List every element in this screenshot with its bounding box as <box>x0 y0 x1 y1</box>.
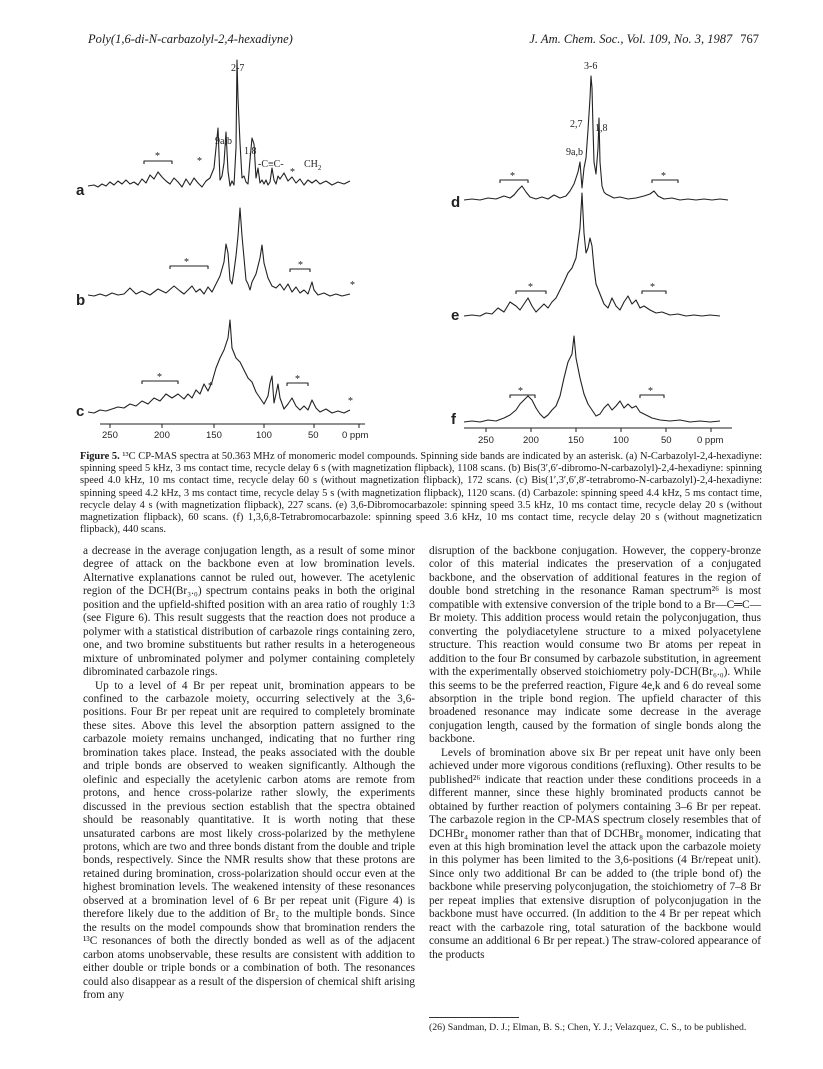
running-title: Poly(1,6-di-N-carbazolyl-2,4-hexadiyne) <box>88 32 293 46</box>
tick-label-left-100: 100 <box>256 430 272 441</box>
peak-label-triple-bond: -C≡C- <box>258 159 284 170</box>
tick-label-right-200: 200 <box>523 435 539 446</box>
peak-label-3-6: 3-6 <box>584 61 598 72</box>
panel-label-e: e <box>451 307 460 324</box>
figure-caption-label: Figure 5. <box>80 451 120 462</box>
star-f1: * <box>518 386 523 397</box>
paragraph: Up to a level of 4 Br per repeat unit, bromination appears to be confined to the carbazole moiety, occurring selectively at the 3,6-positions. Four Br per repeat unit are required to completely brominate these sites. Above this level the absorption pattern assigned to the carbazole moiety remains unchanged, indicating that no further ring bromination takes place. Instead, the peaks associated with the double and triple bonds are observed to weaken significantly. Although the olefinic and especially the acetylenic carbon atoms are remote from protons, and hence cross-polarize rather slowly, the experiments discussed in the previous section establish that the spectra obtained should be reasonably quantitative. It is worth noting that these unsaturated carbons are most likely cross-polarized by the methylene protons, which are two and three bonds distant from the double and triple bonds, respectively. Since the NMR results show that these protons are retained during bromination, cross-polarization should occur even at the highest bromination levels. The weakened intensity of these resonances observed at a bromination level of 6 Br per repeat unit (Figure 4) is therefore likely due to the addition of Br₂ to the multiple bonds. Since the results on the model compounds show that bromination renders the ¹³C resonances of both the directly bonded as well as of the adjacent carbon atoms unobservable, these results are consistent with addition to either double or triple bonds or a combination of both. The resonances could also disappear as a result of the dispersion of chemical shift arising from any <box>83 679 415 1001</box>
panel-label-a: a <box>76 182 85 199</box>
peak-label-2-7: 2-7 <box>231 63 245 74</box>
paragraph: disruption of the backbone conjugation. However, the coppery-bronze color of this material indicates the preservation of a conjugated backbone, and the observation of additional features in the region of double bond stretching in the resonance Raman spectrum²⁶ is most compatible with extensive conversion of the triple bond to a Br—C═C—Br moiety. This addition process would retain the polyconjugation, thus converting the polydiacetylene structure to a mixed polyacetylene structure. This reaction would consume two Br atoms per repeat in addition to the four Br consumed by carbazole substitution, in agreement with the experimentally observed stoichiometry poly-DCH(Br₆.₀). While this seems to be the preferred reaction, Figure 4e,k and 6 do reveal some absorption in the triple bond region. The upfield character of this broadened resonance may indicate some decrease in the average conjugation length, caused by the formation of single bonds along the backbone. <box>429 545 761 746</box>
sideband-bracket-b1 <box>170 266 208 269</box>
tick-label-right-0: 0 ppm <box>697 435 724 446</box>
nmr-spectra-figure <box>76 58 760 448</box>
spectrum-c <box>88 320 350 413</box>
star-a2: * <box>197 156 202 167</box>
peak-label-1-8: 1,8 <box>244 146 257 157</box>
peak-label-2-7-d: 2,7 <box>570 119 583 130</box>
panel-label-c: c <box>76 403 85 420</box>
paragraph: Levels of bromination above six Br per repeat unit have only been achieved under more vigorous conditions (refluxing). Other results to be published²⁶ indicate that reaction under these conditions proceeds in a different manner, since these highly brominated products cannot be obtained by further reaction of polymers containing 3–6 Br per repeat. The carbazole region in the CP-MAS spectrum closely resembles that of DCHBr₄ monomer rather than that of DCHBr₈ monomer, indicating that even at this high bromination level the attack upon the carbazole moiety in this polymer has been limited to the 3,6-positions (4 Br/repeat unit). Since only two additional Br can be added to (the triple bond of) the backbone while preserving polyconjugation, the stoichiometry of 7–8 Br per repeat implies that extensive disruption of polyconjugation in the backbone must have occurred. (In addition to the 4 Br per repeat which react with the carbazole ring, total saturation of the backbone would consume an additional 6 Br per repeat.) The straw-colored appearance of the products <box>429 746 761 961</box>
star-d2: * <box>661 171 666 182</box>
peak-label-9ab-d: 9a,b <box>566 147 583 158</box>
star-label-a: * <box>290 167 295 178</box>
tick-label-left-0: 0 ppm <box>342 430 369 441</box>
star-b2: * <box>298 260 303 271</box>
star-c2: * <box>208 381 213 392</box>
figure-caption <box>80 451 762 536</box>
star-b3: * <box>350 280 355 291</box>
spectrum-b <box>88 208 350 296</box>
star-e2: * <box>650 282 655 293</box>
panel-label-f: f <box>451 411 456 428</box>
ch2-label: $CH_2$ <box>304 159 322 172</box>
tick-label-left-250: 250 <box>102 430 118 441</box>
journal-citation <box>529 32 759 47</box>
footnote-26: (26) Sandman, D. J.; Elman, B. S.; Chen, Y. J.; Velazquez, C. S., to be published. <box>429 1022 747 1033</box>
tick-label-right-150: 150 <box>568 435 584 446</box>
tick-label-right-250: 250 <box>478 435 494 446</box>
panel-label-b: b <box>76 292 86 309</box>
star-c4: * <box>348 396 353 407</box>
page-number: 767 <box>740 32 759 46</box>
peak-label-1-8-d: 1,8 <box>595 123 608 134</box>
figure-5 <box>76 58 760 448</box>
star-a1: * <box>155 151 160 162</box>
star-d1: * <box>510 171 515 182</box>
body-column-right <box>429 545 761 962</box>
panel-label-d: d <box>451 194 461 211</box>
star-f2: * <box>648 386 653 397</box>
tick-label-left-200: 200 <box>154 430 170 441</box>
tick-label-right-100: 100 <box>613 435 629 446</box>
star-e1: * <box>528 282 533 293</box>
footnote-divider <box>429 1017 519 1018</box>
spectrum-e <box>464 193 720 316</box>
tick-label-left-50: 50 <box>308 430 319 441</box>
star-c1: * <box>157 372 162 383</box>
tick-label-right-50: 50 <box>661 435 672 446</box>
journal-name: J. Am. Chem. Soc., Vol. 109, No. 3, 1987 <box>529 32 733 46</box>
spectrum-f <box>464 336 720 422</box>
paragraph: a decrease in the average conjugation length, as a result of some minor degree of attack on the backbone even at low bromination levels. Alternative explanations cannot be ruled out, however. The acetylenic region of the DCH(Br₃.₀) spectrum contains peaks in both the original position and the upfield-shifted position with an area ratio of roughly 1:3 (see Figure 6). This result suggests that the reaction does not produce a polymer with a statistical distribution of carbazole rings containing zero, one, and two bromine substituents but rather results in a heterogeneous mixture of unbrominated polymer and polymer containing completely dibrominated carbazole rings. <box>83 545 415 679</box>
star-c3: * <box>295 374 300 385</box>
tick-label-left-150: 150 <box>206 430 222 441</box>
spectrum-d <box>464 76 728 200</box>
star-b1: * <box>184 257 189 268</box>
figure-caption-text: ¹³C CP-MAS spectra at 50.363 MHz of monomeric model compounds. Spinning side bands are indicated by an asterisk. (a) N-Carbazolyl-2,4-hexadiyne: spinning speed 5 kHz, 3 ms contact time, recycle delay 6 s (with magnetization flipback), 1108 scans. (b) Bis(3′,6′-dibromo-N-carbazolyl)-2,4-hexadiyne: spinning speed 4.0 kHz, 10 ms contact time, recycle delay 60 s (without magnetization flipback), 172 scans. (c) Bis(1′,3′,6′,8′-tetrabromo-N-carbazolyl)-2,4-hexadiyne: spinning speed 4.2 kHz, 3 ms contact time, recycle delay 5 s (with magnetization flipback), 1120 scans. (d) Carbazole: spinning speed 4.4 kHz, 5 ms contact time, recycle delay 4 s (with magnetization flipback), 227 scans. (e) 3,6-Dibromocarbazole: spinning speed 3.5 kHz, 10 ms contact time, recycle delay 20 s (without magnetization flipback), 60 scans. (f) 1,3,6,8-Tetrabromocarbazole: spinning speed 3.6 kHz, 10 ms contact time, recycle delay 20 s (without magnetizaticn flipback), 440 scans. <box>80 451 762 536</box>
body-column-left <box>83 545 415 1002</box>
peak-label-9ab: 9a,b <box>215 136 232 147</box>
